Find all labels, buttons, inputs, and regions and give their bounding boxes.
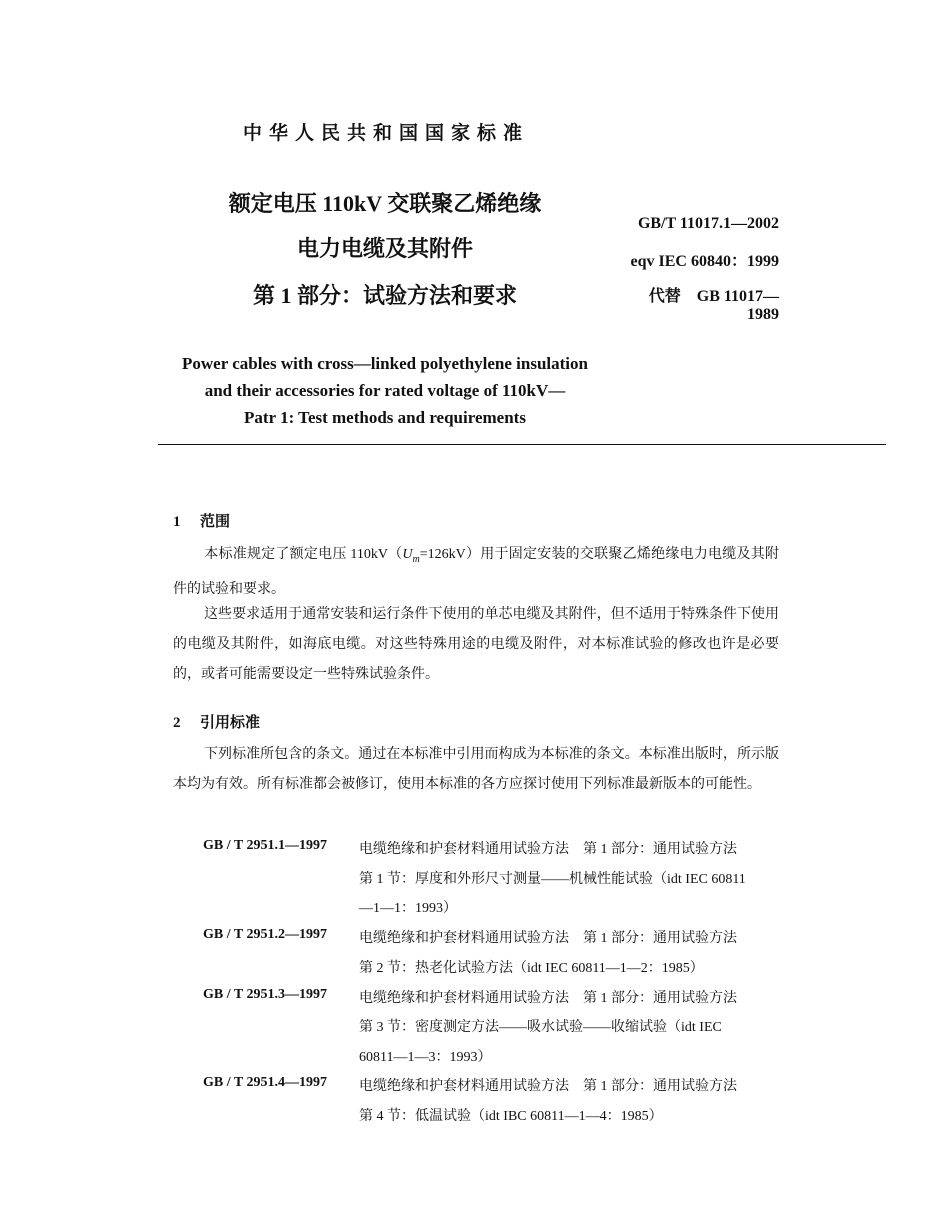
- reference-line: 第 3 节：密度测定方法——吸水试验——收缩试验（idt IEC: [359, 1020, 722, 1035]
- reference-line: 第 1 节：厚度和外形尺寸测量——机械性能试验（idt IEC 60811: [359, 872, 746, 887]
- section-2-heading: [173, 711, 260, 732]
- replaces-standard-year: 1989: [747, 306, 779, 323]
- replaces-standard: 代替 GB 11017—: [648, 288, 779, 305]
- equivalent-standard: eqv IEC 60840：1999: [630, 253, 779, 270]
- reference-code: GB / T 2951.2—1997: [203, 927, 327, 942]
- reference-code: GB / T 2951.4—1997: [203, 1075, 327, 1090]
- section-title: 范围: [200, 514, 231, 530]
- title-en-line-3: Patr 1: Test methods and requirements: [244, 408, 526, 427]
- voltage-subscript: m: [412, 553, 420, 565]
- scope-paragraph-1: [173, 540, 779, 605]
- section-title: 引用标准: [200, 715, 261, 731]
- reference-line: 电缆绝缘和护套材料通用试验方法 第 1 部分：通用试验方法: [359, 842, 737, 857]
- references-intro-text: 下列标准所包含的条文。通过在本标准中引用而构成为本标准的条文。本标准出版时，所示版本均为有效。所有标准都会被修订，使用本标准的各方应探讨使用下列标准最新版本的可能性。: [173, 747, 779, 792]
- section-number: 2: [173, 715, 181, 731]
- scope-text-2: 这些要求适用于通常安装和运行条件下使用的单芯电缆及其附件，但不适用于特殊条件下使用的电缆及其附件，如海底电缆。对这些特殊用途的电缆及附件，对本标准试验的修改也许是必要的，或者可能需要设定一些特殊试验条件。: [173, 607, 779, 682]
- reference-line: 第 2 节：热老化试验方法（idt IEC 60811—1—2：1985）: [359, 961, 704, 976]
- reference-code: GB / T 2951.3—1997: [203, 987, 327, 1002]
- voltage-symbol: U: [402, 547, 413, 562]
- title-en-line-1: Power cables with cross—linked polyethylene insulation: [182, 354, 588, 373]
- reference-code: GB / T 2951.1—1997: [203, 838, 327, 853]
- title-cn-line-2: 电力电缆及其附件: [296, 236, 473, 261]
- title-cn-line-3: 第 1 部分：试验方法和要求: [252, 283, 517, 308]
- section-1-heading: [173, 510, 230, 531]
- reference-line: 电缆绝缘和护套材料通用试验方法 第 1 部分：通用试验方法: [359, 991, 737, 1006]
- standard-code: GB/T 11017.1—2002: [637, 215, 779, 232]
- references-intro: [173, 740, 779, 800]
- reference-line: —1—1：1993）: [359, 901, 457, 916]
- scope-text-part1: 本标准规定了额定电压 110kV（: [204, 547, 403, 562]
- scope-paragraph-2: [173, 600, 779, 690]
- title-cn-line-1: 额定电压 110kV 交联聚乙烯绝缘: [228, 191, 542, 216]
- reference-line: 电缆绝缘和护套材料通用试验方法 第 1 部分：通用试验方法: [359, 931, 737, 946]
- reference-line: 60811—1—3：1993）: [359, 1050, 492, 1065]
- scope-text-part2: =126kV）用于固定安装的交联聚乙烯绝缘电力电缆及其附件的试验和要求。: [173, 547, 779, 597]
- national-standard-header: 中华人民共和国国家标准: [243, 122, 530, 144]
- header-divider: [158, 444, 886, 445]
- title-en-line-2: and their accessories for rated voltage of 110kV—: [204, 381, 566, 400]
- reference-line: 电缆绝缘和护套材料通用试验方法 第 1 部分：通用试验方法: [359, 1079, 737, 1094]
- section-number: 1: [173, 514, 181, 530]
- reference-line: 第 4 节：低温试验（idt IBC 60811—1—4：1985）: [359, 1109, 663, 1124]
